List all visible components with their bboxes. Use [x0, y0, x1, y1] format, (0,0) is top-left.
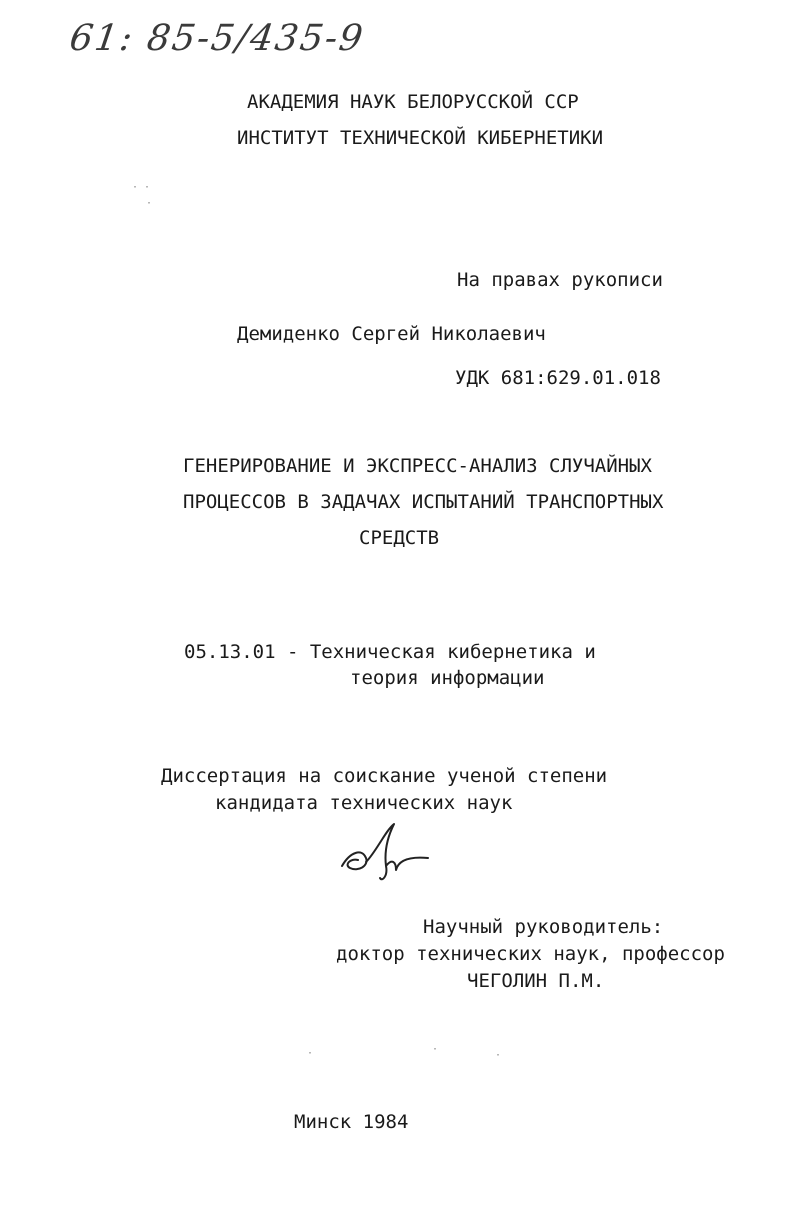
scan-speck: · — [146, 198, 153, 209]
organization-line2: ИНСТИТУТ ТЕХНИЧЕСКОЙ КИБЕРНЕТИКИ — [237, 127, 604, 149]
dissertation-line1: Диссертация на соискание ученой степени — [161, 765, 608, 787]
specialty-line2: теория информации — [350, 667, 545, 689]
title-line1: ГЕНЕРИРОВАНИЕ И ЭКСПРЕСС-АНАЛИЗ СЛУЧАЙНЫХ — [183, 455, 652, 477]
supervisor-degree: доктор технических наук, профессор — [336, 943, 725, 965]
scan-speck: · · — [132, 182, 151, 193]
archive-number-handwritten: 61: 85-5/435-9 — [67, 18, 368, 59]
manuscript-rights: На правах рукописи — [457, 269, 663, 291]
udk-code: УДК 681:629.01.018 — [455, 367, 661, 389]
title-line3: СРЕДСТВ — [359, 527, 440, 549]
organization-line1: АКАДЕМИЯ НАУК БЕЛОРУССКОЙ ССР — [247, 91, 579, 113]
dissertation-line2: кандидата технических наук — [215, 792, 513, 814]
scan-speck: · — [495, 1050, 502, 1061]
signature — [336, 822, 436, 888]
supervisor-name: ЧЕГОЛИН П.М. — [467, 970, 605, 992]
scan-speck: · — [432, 1044, 439, 1055]
supervisor-label: Научный руководитель: — [423, 916, 664, 938]
specialty-line1: 05.13.01 - Техническая кибернетика и — [184, 641, 596, 663]
author-name: Демиденко Сергей Николаевич — [237, 323, 546, 345]
place-year: Минск 1984 — [294, 1111, 409, 1133]
scan-speck: · — [307, 1048, 314, 1059]
title-line2: ПРОЦЕССОВ В ЗАДАЧАХ ИСПЫТАНИЙ ТРАНСПОРТНЫХ — [183, 491, 664, 513]
